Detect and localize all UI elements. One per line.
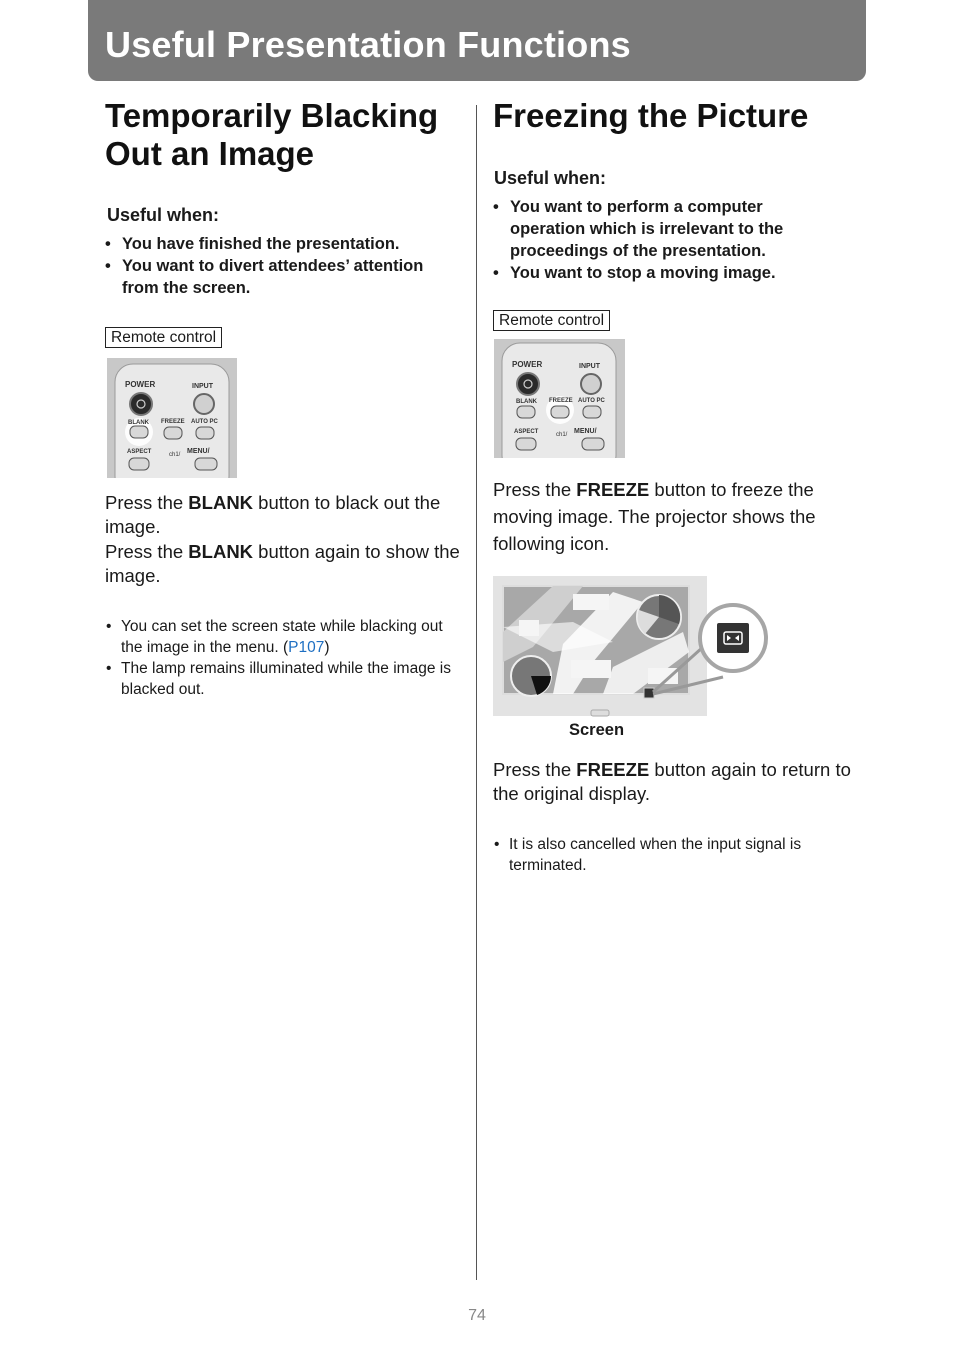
text-run: button again to return to the original display. bbox=[493, 759, 851, 804]
freeze-keyword: FREEZE bbox=[576, 479, 650, 500]
blank-label: BLANK bbox=[516, 399, 537, 405]
list-item: • You want to perform a computer operation which is irrelevant to the proceedings of the presentation. bbox=[493, 196, 838, 262]
blank-keyword: BLANK bbox=[188, 541, 254, 562]
page-link[interactable]: P107 bbox=[288, 639, 325, 656]
heading-line-1: Temporarily Blacking bbox=[105, 97, 439, 134]
blank-instruction-1 bbox=[105, 491, 467, 539]
screen-illustration bbox=[493, 572, 773, 722]
text-run: button again to show the image. bbox=[105, 541, 460, 586]
list-item: • It is also cancelled when the input signal is terminated. bbox=[493, 834, 843, 876]
section-heading-blank bbox=[105, 97, 475, 173]
useful-when-label: Useful when: bbox=[494, 168, 607, 188]
text-run: Press the bbox=[493, 759, 577, 780]
input-label: INPUT bbox=[192, 383, 213, 390]
power-label: POWER bbox=[512, 360, 543, 369]
text-run: Press the bbox=[105, 541, 189, 562]
list-item: • You have finished the presentation. bbox=[105, 233, 460, 255]
freeze-label: FREEZE bbox=[549, 398, 573, 404]
blank-instruction-2 bbox=[105, 540, 467, 588]
ch1-label: ch1/ bbox=[556, 432, 568, 438]
list-item: • You want to divert attendees’ attention from the screen. bbox=[105, 255, 460, 299]
freeze-instruction-2 bbox=[493, 758, 853, 806]
section-heading-freeze: Freezing the Picture bbox=[493, 97, 809, 134]
remote-control-tag: Remote control bbox=[493, 310, 610, 331]
blank-keyword: BLANK bbox=[188, 492, 254, 513]
autopc-label: AUTO PC bbox=[191, 419, 218, 425]
useful-when-list bbox=[493, 196, 838, 284]
text-run: Press the bbox=[493, 479, 577, 500]
remote-control-tag: Remote control bbox=[105, 327, 222, 348]
useful-when-list bbox=[105, 233, 460, 299]
menu-label: MENU/ bbox=[187, 448, 210, 455]
autopc-label: AUTO PC bbox=[578, 398, 605, 404]
text-run: button to freeze the moving image. The projector shows the following icon. bbox=[493, 479, 816, 554]
page-title: Useful Presentation Functions bbox=[105, 24, 631, 65]
input-label: INPUT bbox=[579, 363, 600, 370]
list-item: • The lamp remains illuminated while the image is blacked out. bbox=[105, 658, 465, 700]
heading-line-2: Out an Image bbox=[105, 135, 315, 172]
aspect-label: ASPECT bbox=[127, 449, 152, 455]
remote-control-image-freeze bbox=[494, 339, 625, 458]
blank-label: BLANK bbox=[128, 420, 149, 426]
freeze-keyword: FREEZE bbox=[576, 759, 650, 780]
text-run: You can set the screen state while blacking out the image in the menu. ( bbox=[121, 618, 443, 656]
notes-list bbox=[493, 834, 843, 876]
list-item bbox=[105, 616, 465, 658]
notes-list bbox=[105, 616, 465, 700]
freeze-instruction-1 bbox=[493, 476, 853, 557]
power-label: POWER bbox=[125, 380, 156, 389]
header-bar bbox=[88, 0, 866, 81]
ch1-label: ch1/ bbox=[169, 452, 181, 458]
freeze-label: FREEZE bbox=[161, 419, 185, 425]
text-run: Press the bbox=[105, 492, 189, 513]
remote-control-image-blank bbox=[107, 358, 237, 478]
list-item: • You want to stop a moving image. bbox=[493, 262, 838, 284]
column-divider bbox=[476, 105, 477, 1280]
useful-when-label: Useful when: bbox=[107, 205, 220, 225]
page-number: 74 bbox=[468, 1307, 486, 1324]
text-run: button to black out the image. bbox=[105, 492, 441, 537]
screen-caption: Screen bbox=[569, 721, 625, 739]
aspect-label: ASPECT bbox=[514, 429, 539, 435]
menu-label: MENU/ bbox=[574, 428, 597, 435]
text-run: ) bbox=[324, 639, 330, 656]
